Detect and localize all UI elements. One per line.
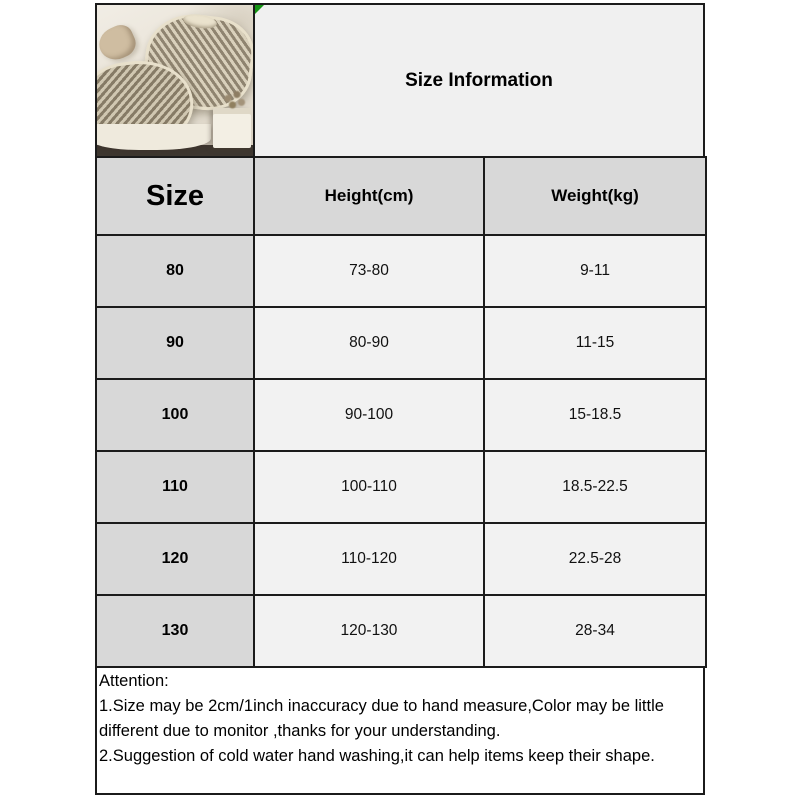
size-cell: 80 [96, 235, 254, 307]
height-cell: 100-110 [254, 451, 484, 523]
bed-sheet-edge [97, 124, 211, 150]
table-row [96, 523, 706, 595]
height-cell: 90-100 [254, 379, 484, 451]
size-cell: 130 [96, 595, 254, 667]
weight-cell: 9-11 [484, 235, 706, 307]
table-row [96, 235, 706, 307]
plush-toy [97, 21, 140, 65]
size-chart-sheet [95, 3, 705, 795]
top-row [95, 3, 705, 156]
size-cell: 110 [96, 451, 254, 523]
table-row [96, 379, 706, 451]
size-cell: 100 [96, 379, 254, 451]
header-weight: Weight(kg) [484, 157, 706, 235]
header-height: Height(cm) [254, 157, 484, 235]
weight-cell: 11-15 [484, 307, 706, 379]
table-row [96, 451, 706, 523]
attention-note: 1.Size may be 2cm/1inch inaccuracy due to hand measure,Color may be little different due to monitor ,thanks for your understanding. [99, 697, 664, 740]
attention-heading: Attention: [99, 672, 169, 690]
attention-note: 2.Suggestion of cold water hand washing,it can help items keep their shape. [99, 747, 655, 765]
table-header-row [96, 157, 706, 235]
height-cell: 120-130 [254, 595, 484, 667]
size-cell: 120 [96, 523, 254, 595]
title-cell [255, 5, 703, 156]
weight-cell: 22.5-28 [484, 523, 706, 595]
green-corner-marker [255, 5, 264, 14]
height-cell: 73-80 [254, 235, 484, 307]
table-row [96, 307, 706, 379]
size-table [95, 156, 707, 668]
header-size: Size [96, 157, 254, 235]
height-cell: 110-120 [254, 523, 484, 595]
table-row [96, 595, 706, 667]
nightstand [213, 108, 251, 148]
dried-flowers [219, 88, 249, 114]
size-cell: 90 [96, 307, 254, 379]
weight-cell: 15-18.5 [484, 379, 706, 451]
weight-cell: 18.5-22.5 [484, 451, 706, 523]
page-title: Size Information [405, 69, 553, 91]
product-photo [97, 5, 255, 156]
attention-box [95, 668, 705, 795]
weight-cell: 28-34 [484, 595, 706, 667]
height-cell: 80-90 [254, 307, 484, 379]
